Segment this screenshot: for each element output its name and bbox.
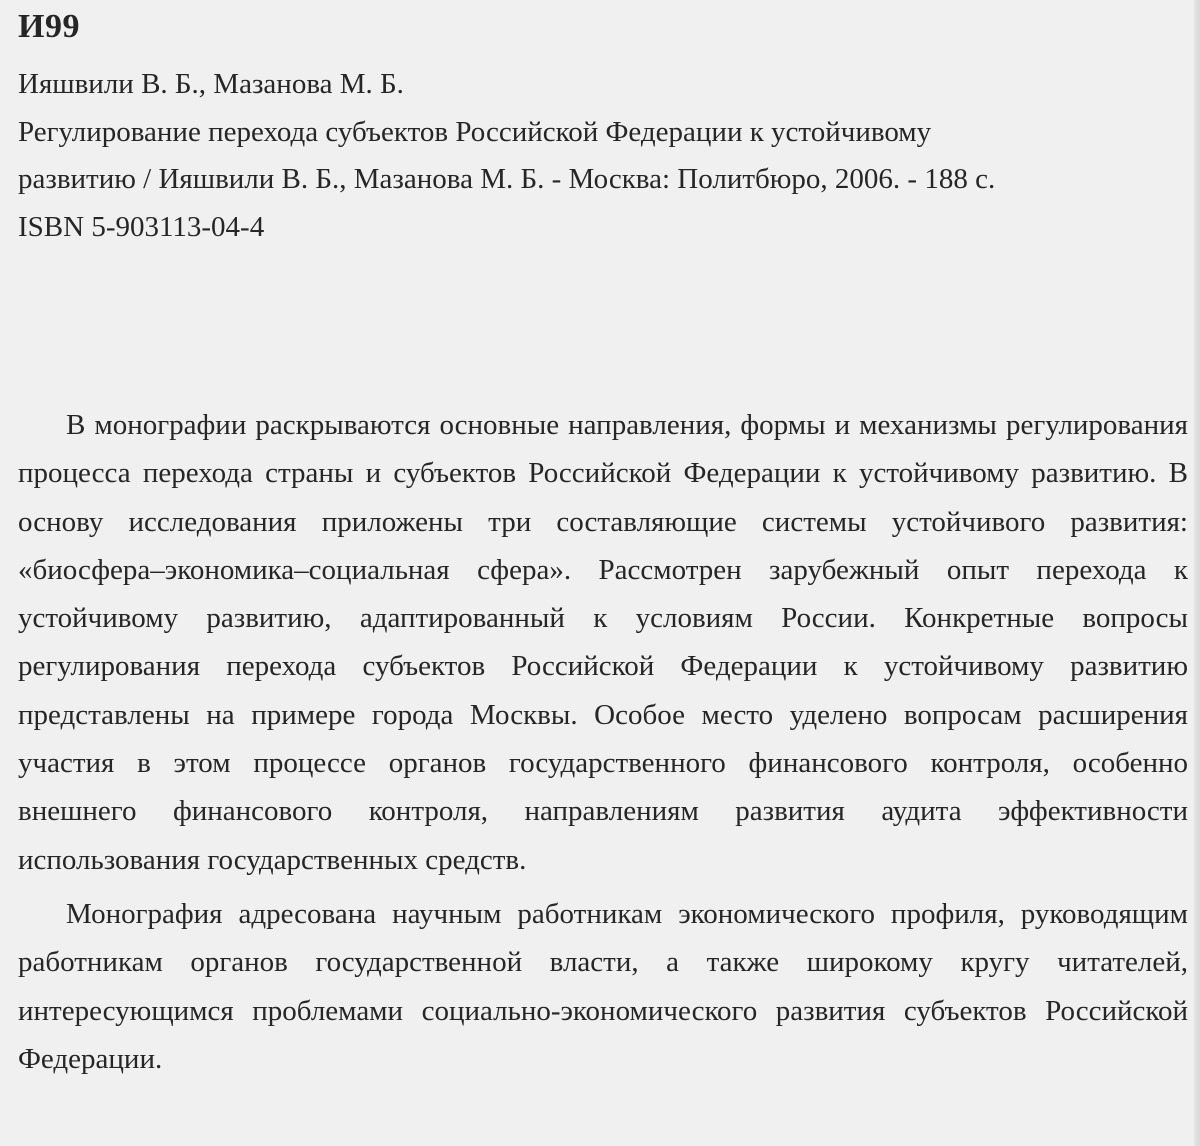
authors-line: Ияшвили В. Б., Мазанова М. Б. (18, 68, 404, 100)
title-line-1: Регулирование перехода субъектов Российской Федерации к устойчивому (18, 115, 932, 148)
abstract-paragraph-1: В монографии раскрываются основные направления, формы и механизмы регулирования процесса перехода страны и субъектов Российской Федерации к устойчивому развитию. В основу исследования приложены три составляющие системы устойчивого развития: «биосфера–экономика–социальная сфера». Рассмотрен зарубежный опыт перехода к устойчивому развитию, адаптированный к условиям России. Конкретные вопросы регулирования перехода субъектов Российской Федерации к устойчивому развитию представлены на примере города Москвы. Особое место уделено вопросам расширения участия в этом процессе органов государственного финансового контроля, особенно внешнего финансового контроля, направлениям развития аудита эффективности использования государственных средств. (18, 409, 1188, 876)
isbn-line: ISBN 5-903113-04-4 (18, 210, 265, 243)
abstract (18, 401, 1188, 1083)
page-edge-shadow (1194, 0, 1200, 1146)
abstract-paragraph-2: Монография адресована научным работникам экономического профиля, руководящим работникам органов государственной власти, а также широкому кругу читателей, интересующимся проблемами социально-экономического развития субъектов Российской Федерации. (18, 897, 1188, 1075)
library-classification-code: И99 (18, 8, 80, 45)
bibliographic-record (18, 61, 1168, 251)
title-line-2: развитию / Ияшвили В. Б., Мазанова М. Б. - Москва: Политбюро, 2006. - 188 с. (18, 163, 996, 195)
